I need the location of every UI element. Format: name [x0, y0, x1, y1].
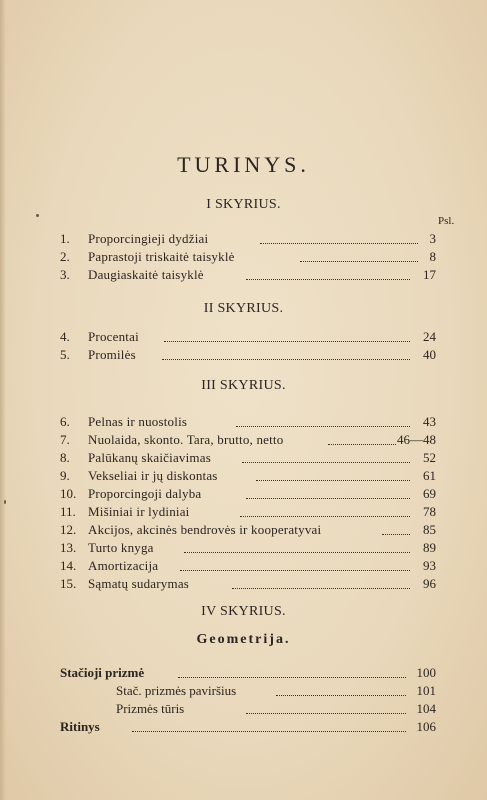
- leader-dots: [184, 551, 410, 553]
- toc-entry: Stač. prizmės paviršius 101: [116, 683, 436, 698]
- leader-dots: [162, 358, 410, 360]
- toc-entry: 14. Amortizacija 93: [60, 558, 436, 573]
- leader-dots: [246, 712, 406, 714]
- toc-entry: 6. Pelnas ir nuostolis 43: [60, 414, 436, 429]
- toc-entry: 4. Procentai 24: [60, 329, 436, 344]
- toc-entry: 1. Proporcingieji dydžiai 3: [60, 231, 436, 246]
- leader-dots: [300, 260, 418, 262]
- leader-dots: [246, 278, 410, 280]
- leader-dots: [132, 730, 406, 732]
- leader-dots: [240, 515, 410, 517]
- toc-entry: Stačioji prizmė 100: [60, 665, 436, 680]
- toc-entry: 7. Nuolaida, skonto. Tara, brutto, netto 46—48: [60, 432, 436, 447]
- page-edge: [0, 0, 6, 800]
- leader-dots: [260, 242, 418, 244]
- toc-entry: 10. Proporcingoji dalyba 69: [60, 486, 436, 501]
- page-column-label: Psl.: [438, 215, 455, 227]
- geometry-heading: Geometrija.: [196, 632, 291, 647]
- toc-entry: 12. Akcijos, akcinės bendrovės ir kooperatyvai 85: [60, 522, 436, 537]
- section-heading-3: III SKYRIUS.: [201, 378, 286, 393]
- leader-dots: [256, 479, 410, 481]
- toc-entry: 2. Paprastoji triskaitė taisyklė 8: [60, 249, 436, 264]
- leader-dots: [232, 587, 410, 589]
- leader-dots: [164, 340, 410, 342]
- leader-dots: [246, 497, 410, 499]
- leader-dots: [178, 676, 406, 678]
- paper-speck: [36, 214, 39, 217]
- toc-entry: 9. Vekseliai ir jų diskontas 61: [60, 468, 436, 483]
- leader-dots: [242, 461, 410, 463]
- section-heading-2: II SKYRIUS.: [203, 301, 284, 316]
- leader-dots: [328, 443, 396, 445]
- toc-entry: 8. Palūkanų skaičiavimas 52: [60, 450, 436, 465]
- toc-entry: 13. Turto knyga 89: [60, 540, 436, 555]
- leader-dots: [276, 694, 406, 696]
- toc-entry: 5. Promilės 40: [60, 347, 436, 362]
- toc-entry: Ritinys 106: [60, 719, 436, 734]
- page-title: TURINYS.: [177, 152, 310, 177]
- toc-entry: Prizmės tūris 104: [116, 701, 436, 716]
- leader-dots: [180, 569, 410, 571]
- toc-entry: 11. Mišiniai ir lydiniai 78: [60, 504, 436, 519]
- toc-entry: 15. Sąmatų sudarymas 96: [60, 576, 436, 591]
- paper-speck: [4, 500, 6, 504]
- leader-dots: [236, 425, 410, 427]
- section-heading-1: I SKYRIUS.: [206, 197, 281, 212]
- toc-entry: 3. Daugiaskaitė taisyklė 17: [60, 267, 436, 282]
- leader-dots: [382, 533, 410, 535]
- section-heading-4: IV SKYRIUS.: [201, 604, 286, 619]
